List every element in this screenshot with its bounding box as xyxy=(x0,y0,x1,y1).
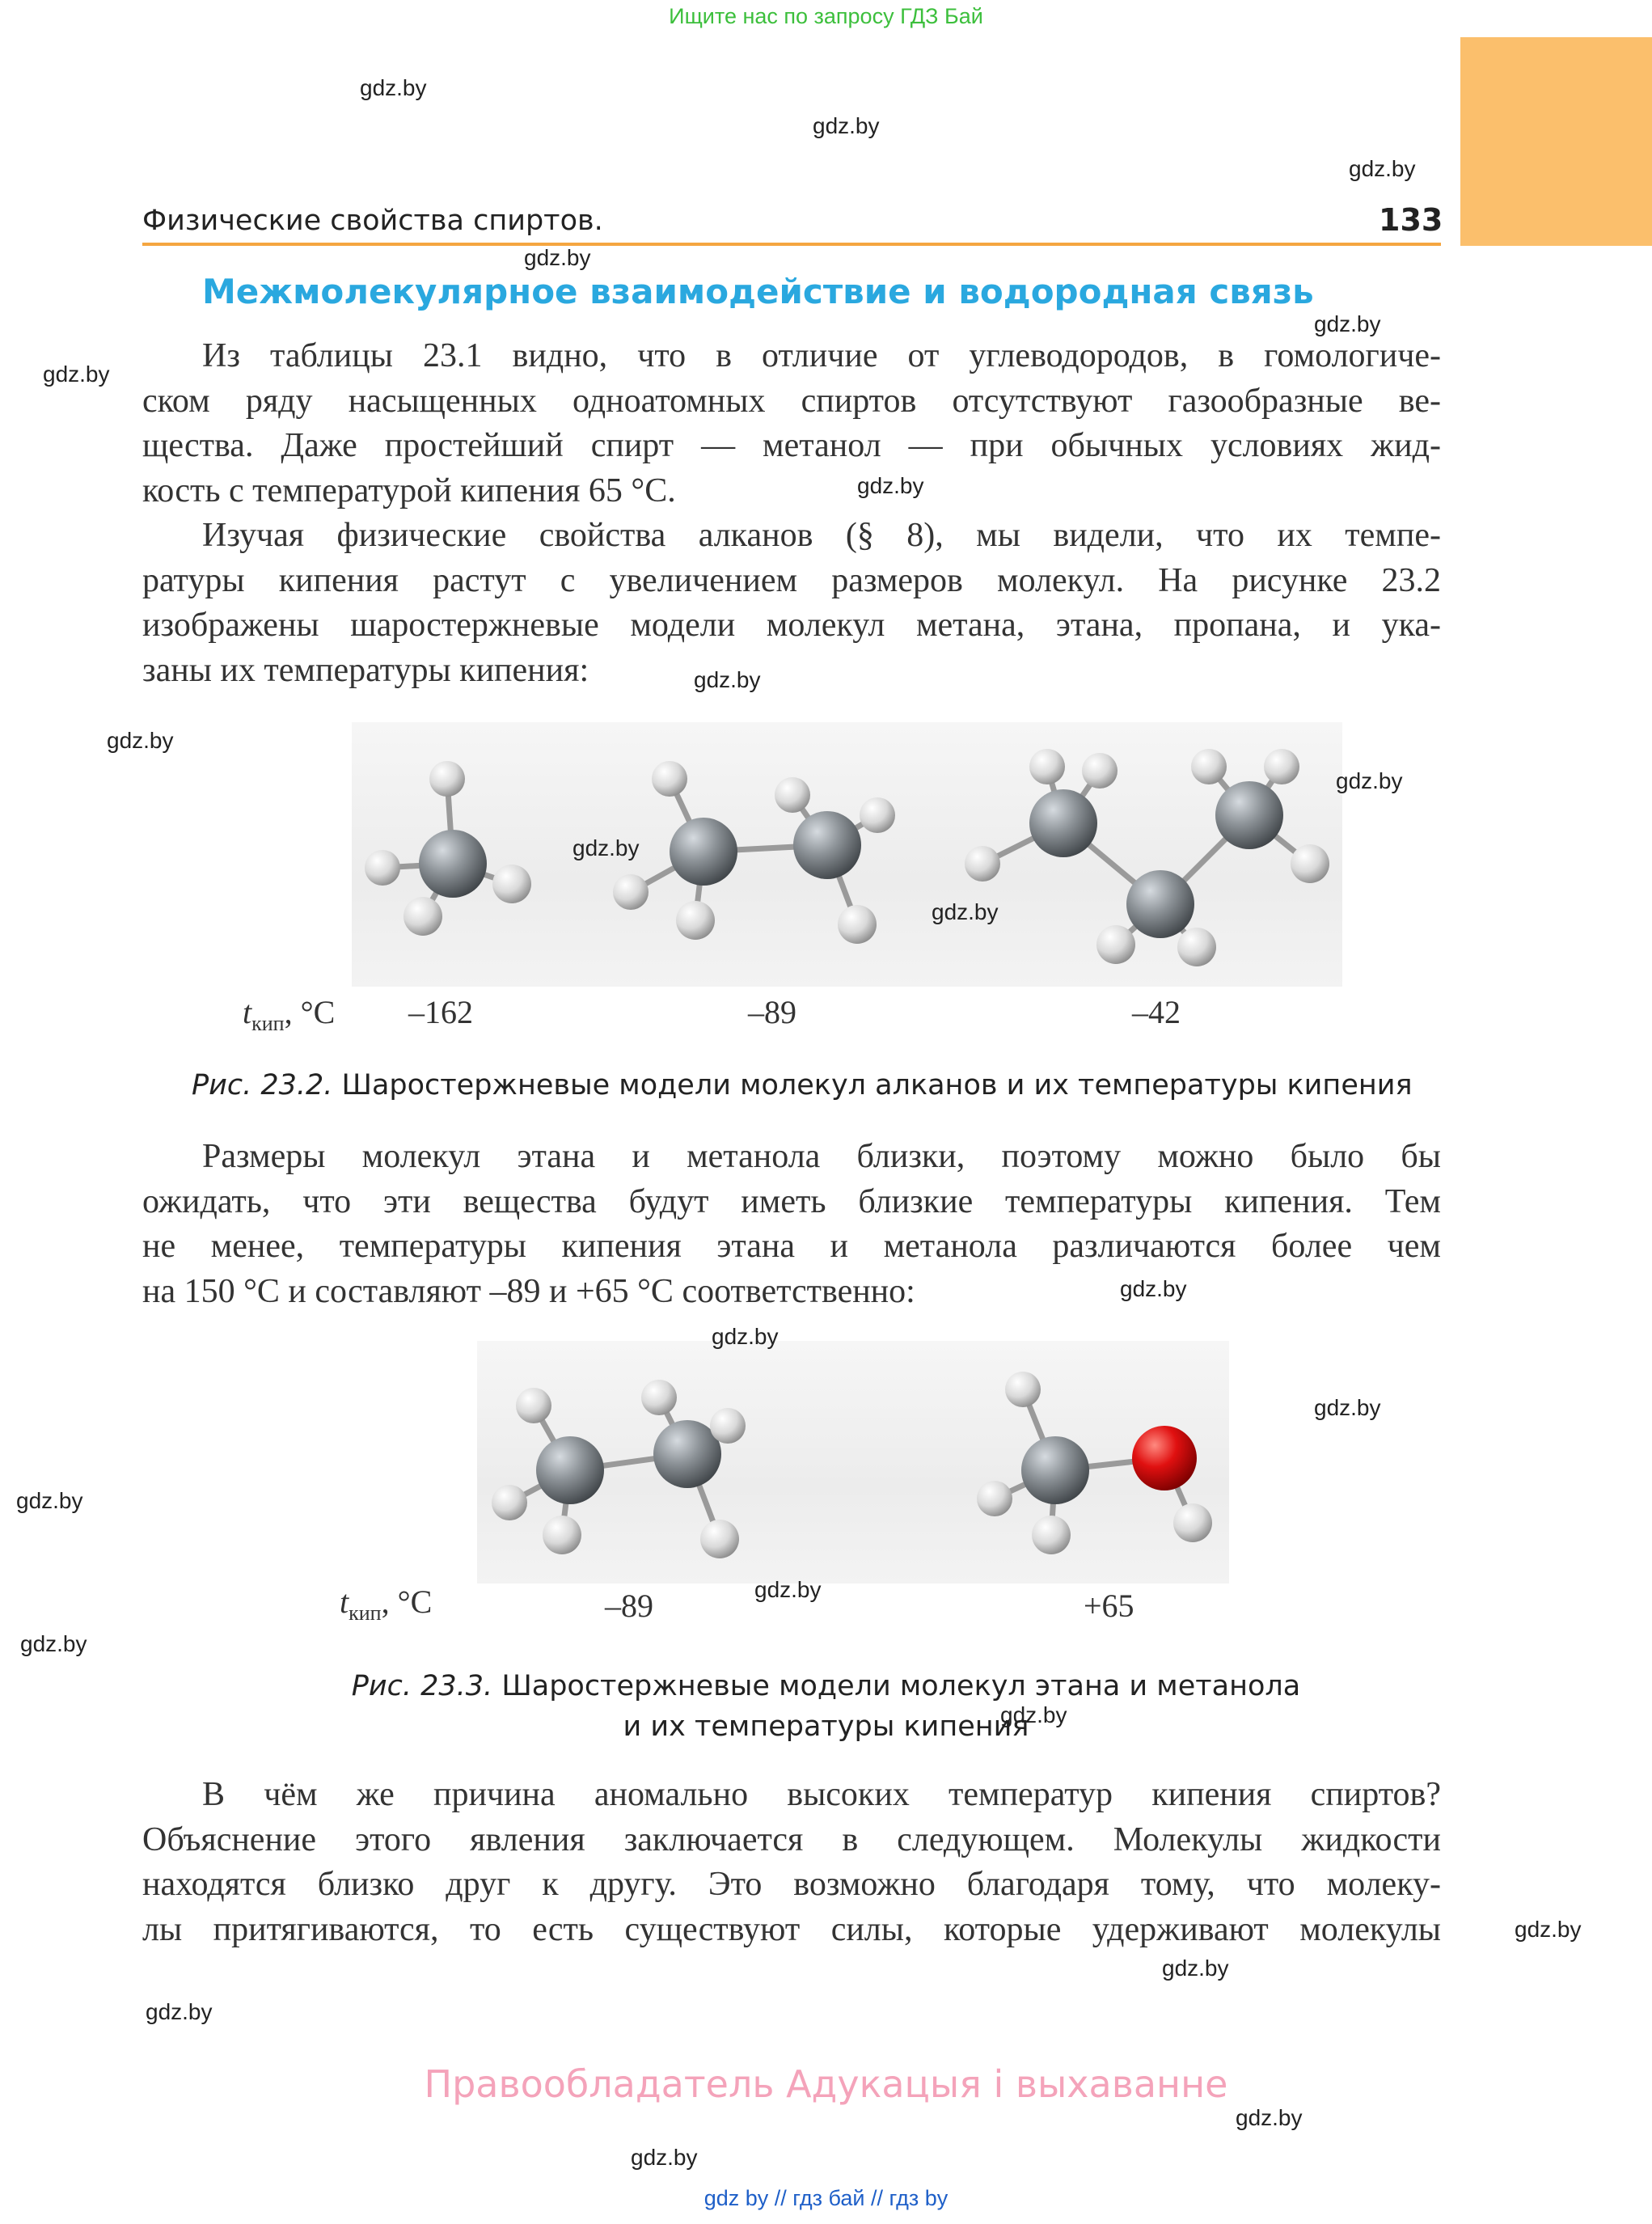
text-line: щества. Даже простейший спирт — метанол — при обычных условиях жид- xyxy=(142,427,1441,464)
paragraph-2 xyxy=(142,514,1441,693)
figure-ethane-methanol-models xyxy=(477,1341,1229,1583)
section-title: Межмолекулярное взаимодействие и водородная связь xyxy=(202,272,1314,311)
text-line: ожидать, что эти вещества будут иметь близкие температуры кипения. Тем xyxy=(142,1182,1441,1220)
t-unit: , °C xyxy=(284,994,336,1030)
propane-model xyxy=(965,749,1329,966)
boiling-temp-label-2 xyxy=(340,1583,432,1626)
text-line: Изучая физические свойства алканов (§ 8), мы видели, что их темпе- xyxy=(202,517,1441,554)
watermark: gdz.by xyxy=(1314,311,1381,336)
watermark: gdz.by xyxy=(20,1631,87,1656)
t-subscript: кип xyxy=(251,1012,285,1035)
caption-line: и их температуры кипения xyxy=(623,1710,1029,1743)
paragraph-1 xyxy=(142,334,1441,514)
ethane-model-2 xyxy=(492,1380,746,1558)
watermark: gdz.by xyxy=(43,362,110,387)
text-line: Из таблицы 23.1 видно, что в отличие от углеводородов, в гомологиче- xyxy=(202,337,1441,374)
t-symbol: t xyxy=(340,1583,349,1620)
temp-propane: –42 xyxy=(1132,994,1181,1030)
t-subscript: кип xyxy=(349,1601,382,1625)
page-number: 133 xyxy=(1379,202,1443,238)
watermark: gdz.by xyxy=(857,473,924,498)
watermark: gdz.by xyxy=(1515,1917,1582,1942)
watermark: gdz.by xyxy=(360,75,427,100)
top-banner: Ищите нас по запросу ГДЗ Бай xyxy=(669,4,983,28)
text-line: заны их температуры кипения: xyxy=(142,651,589,689)
text-line: ском ряду насыщенных одноатомных спиртов отсутствуют газообразные ве- xyxy=(142,382,1441,420)
figure-alkane-models xyxy=(352,722,1342,987)
figure-23-2-caption xyxy=(192,1069,1413,1101)
caption-text: Шаростержневые модели молекул алканов и их температуры кипения xyxy=(332,1069,1413,1101)
watermark: gdz.by xyxy=(813,113,880,138)
watermark: gdz.by xyxy=(712,1324,779,1349)
header-rule xyxy=(142,243,1441,246)
watermark: gdz.by xyxy=(1349,156,1416,181)
text-line: на 150 °С и составляют –89 и +65 °С соответственно: xyxy=(142,1272,915,1310)
text-line: ратуры кипения растут с увеличением размеров молекул. На рисунке 23.2 xyxy=(142,561,1441,599)
text-line: Размеры молекул этана и метанола близки, поэтому можно было бы xyxy=(202,1138,1441,1175)
watermark: gdz.by xyxy=(1120,1276,1187,1301)
temp-ethane: –89 xyxy=(748,994,796,1030)
ethane-model xyxy=(613,761,895,944)
caption-text: Шаростержневые модели молекул этана и метанола xyxy=(492,1670,1301,1702)
caption-line xyxy=(0,1666,1652,1706)
t-unit: , °C xyxy=(381,1583,433,1620)
figure-23-3-caption xyxy=(0,1666,1652,1747)
page-corner-tab xyxy=(1460,37,1652,246)
paragraph-4 xyxy=(142,1773,1441,1952)
watermark: gdz.by xyxy=(1314,1395,1381,1420)
watermark: gdz.by xyxy=(572,835,640,860)
running-header: Физические свойства спиртов. xyxy=(142,205,603,237)
text-line: Объяснение этого явления заключается в следующем. Молекулы жидкости xyxy=(142,1820,1441,1858)
watermark: gdz.by xyxy=(1000,1702,1067,1727)
methanol-model xyxy=(977,1372,1212,1554)
boiling-temp-label xyxy=(243,993,335,1036)
text-line: В чём же причина аномально высоких температур кипения спиртов? xyxy=(202,1776,1441,1813)
watermark: gdz.by xyxy=(694,667,761,692)
methane-model xyxy=(365,761,531,936)
watermark: gdz.by xyxy=(524,245,591,270)
watermark: gdz.by xyxy=(631,2145,698,2170)
temp-methanol: +65 xyxy=(1084,1588,1134,1624)
caption-prefix: Рис. 23.2. xyxy=(192,1069,333,1101)
caption-prefix: Рис. 23.3. xyxy=(351,1670,493,1702)
watermark: gdz.by xyxy=(754,1577,822,1602)
watermark: gdz.by xyxy=(1162,1956,1229,1981)
watermark: gdz.by xyxy=(107,728,174,753)
watermark: gdz.by xyxy=(1236,2105,1303,2130)
watermark: gdz.by xyxy=(1336,768,1403,793)
watermark: gdz.by xyxy=(146,1999,213,2024)
text-line: находятся близко друг к другу. Это возможно благодаря тому, что молеку- xyxy=(142,1866,1441,1903)
temp-ethane-2: –89 xyxy=(605,1588,653,1624)
footer-links[interactable]: gdz by // гдз бай // гдз by xyxy=(703,2186,949,2210)
temp-methane: –162 xyxy=(408,994,473,1030)
text-line: изображены шаростержневые модели молекул метана, этана, пропана, и ука- xyxy=(142,607,1441,644)
watermark: gdz.by xyxy=(16,1488,83,1513)
text-line: кость с температурой кипения 65 °С. xyxy=(142,471,676,509)
copyright-notice: Правообладатель Адукацыя і выхаванне xyxy=(424,2062,1228,2106)
paragraph-3 xyxy=(142,1135,1441,1314)
text-line: лы притягиваются, то есть существуют силы, которые удерживают молекулы xyxy=(142,1910,1441,1948)
text-line: не менее, температуры кипения этана и метанола различаются более чем xyxy=(142,1228,1441,1265)
t-symbol: t xyxy=(243,994,252,1030)
watermark: gdz.by xyxy=(932,899,999,924)
